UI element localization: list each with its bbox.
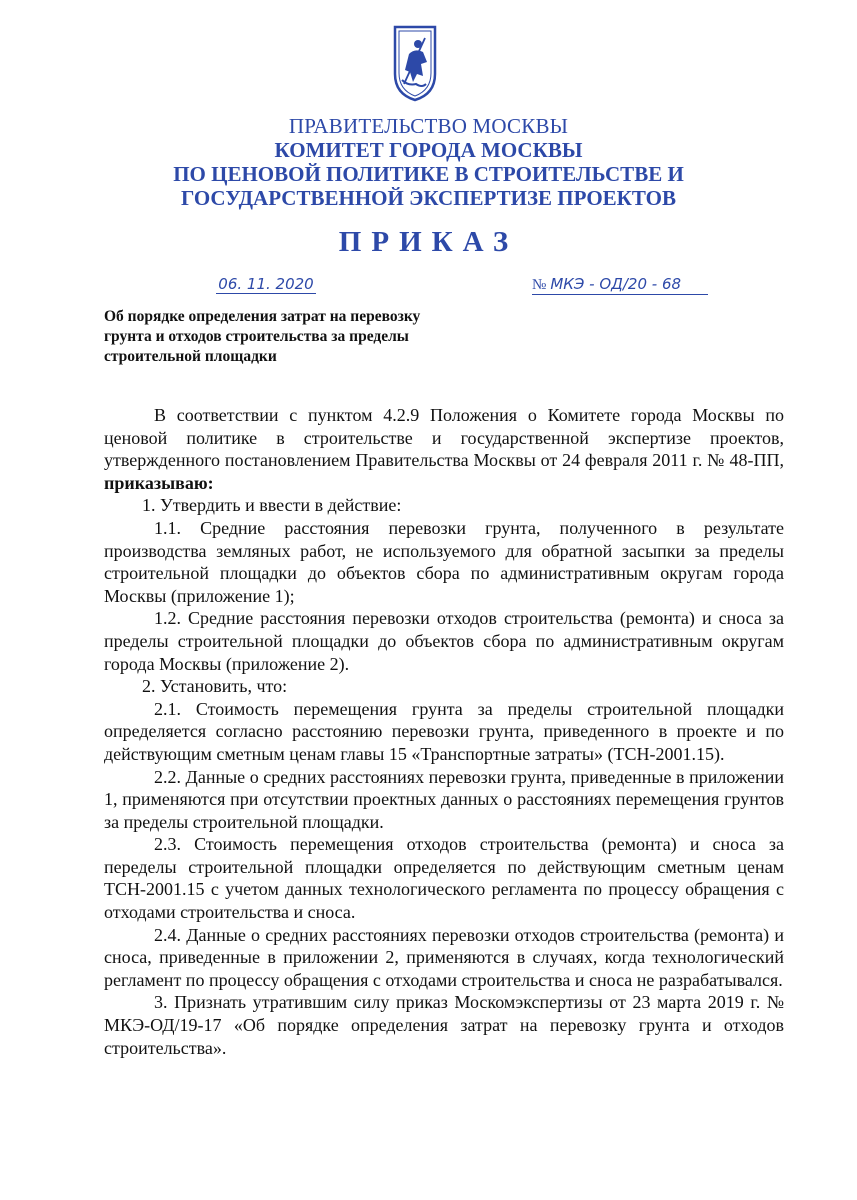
order-number <box>532 275 708 295</box>
paragraph-3: 3. Признать утратившим силу приказ Москомэкспертизы от 23 марта 2019 г. № МКЭ-ОД/19-17 «Об порядке определения затрат на перевозку грунта и отходов строительства». <box>104 992 784 1058</box>
paragraph-1: 1. Утвердить и ввести в действие: <box>142 495 402 516</box>
committee-name-line-1: КОМИТЕТ ГОРОДА МОСКВЫ <box>274 138 583 162</box>
committee-name-line-3: ГОСУДАРСТВЕННОЙ ЭКСПЕРТИЗЕ ПРОЕКТОВ <box>181 186 676 210</box>
order-subject: Об порядке определения затрат на перевозку грунта и отходов строительства за пределы строительной площадки <box>104 308 421 365</box>
paragraph-1-1: 1.1. Средние расстояния перевозки грунта, полученного в результате производства земляных работ, не используемого для обратной засыпки за пределы строительной площадки до объектов сбора по административным округам города Москвы (приложение 1); <box>104 517 784 606</box>
paragraph-2-4: 2.4. Данные о средних расстояниях перевозки отходов строительства (ремонта) и сноса, приведенные в приложении 2, применяются в случаях, когда технологический регламент по процессу обращения с отходами строительства и сноса не разрабатывался. <box>104 924 784 990</box>
paragraph-2-1: 2.1. Стоимость перемещения грунта за пределы строительной площадки определяется согласно расстоянию перевозки грунта, приведенного в проекте и по действующим сметным ценам главы 15 «Транспортные затраты» (ТСН-2001.15). <box>104 698 784 764</box>
document-title: ПРИКАЗ <box>338 226 519 258</box>
paragraph-2-3: 2.3. Стоимость перемещения отходов строительства (ремонта) и сноса за переделы строительной площадки определяется по действующим сметным ценам ТСН-2001.15 с учетом данных технологического регламента по процессу обращения с отходами строительства и сноса. <box>104 834 784 923</box>
paragraph-2-2: 2.2. Данные о средних расстояниях перевозки грунта, приведенные в приложении 1, применяются при отсутствии проектных данных о расстояниях перемещения грунтов за пределы строительной площадки. <box>104 766 784 832</box>
paragraph-intro <box>104 404 784 494</box>
intro-text: В соответствии с пунктом 4.2.9 Положения о Комитете города Москвы по ценовой политике в строительстве и государственной экспертизе проектов, утвержденного постановлением Правительства Москвы от 24 февраля 2011 г. № 48-ПП, <box>104 405 784 471</box>
order-number-value: МКЭ - ОД/20 - 68 <box>550 275 682 293</box>
paragraph-1-2: 1.2. Средние расстояния перевозки отходов строительства (ремонта) и сноса за пределы строительной площадки до объектов сбора по административным округам города Москвы (приложение 2). <box>104 608 784 674</box>
government-name: ПРАВИТЕЛЬСТВО МОСКВЫ <box>288 114 569 138</box>
intro-bold: приказываю: <box>104 472 214 493</box>
order-date: 06. 11. 2020 <box>216 275 316 294</box>
moscow-coat-of-arms-icon <box>392 24 438 102</box>
number-sign: № <box>532 277 547 293</box>
order-body <box>104 404 784 1059</box>
committee-name <box>0 138 857 210</box>
paragraph-2: 2. Установить, что: <box>142 676 288 697</box>
committee-name-line-2: ПО ЦЕНОВОЙ ПОЛИТИКЕ В СТРОИТЕЛЬСТВЕ И <box>173 162 684 186</box>
